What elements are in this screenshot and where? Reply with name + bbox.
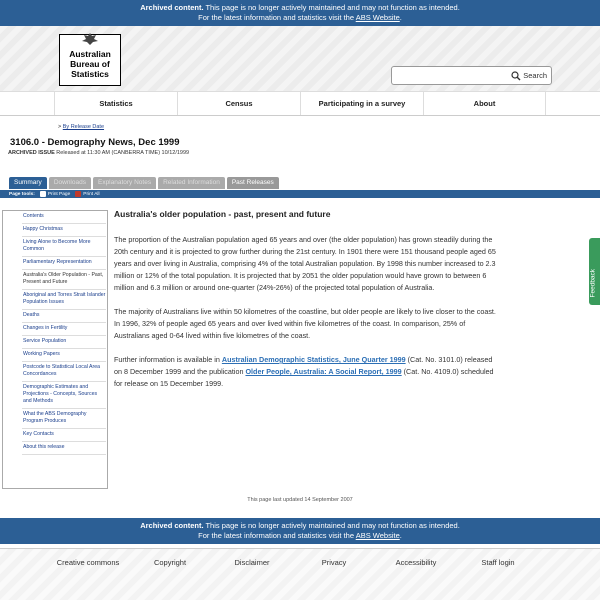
page-title: 3106.0 - Demography News, Dec 1999 [10,137,180,148]
breadcrumb-separator: > [58,124,62,130]
article-paragraph-1: The proportion of the Australian population aged 65 years and over (the older population) has grown steadily during the 20th century and it is projected to grow further during the 21st century. In 1901 there were 151 thousand people aged 65 years and over living in Australia, comprising 4% of the total Australian population. By 1998 this number increased to 2.3 million or 12% of the total population. It is projected that by 2051 the older population would have grown to between 6 million and 6.3 million or around one-quarter (24%-26%) of the projected total population of Australia. [114,235,496,292]
site-footer [0,548,600,600]
archive-line2-prefix: For the latest information and statistics visit the [198,13,356,22]
tab-related-information[interactable]: Related Information [158,177,225,189]
article-paragraph-2: The majority of Australians live within 50 kilometres of the coastline, but older people are likely to live closer to the coast. In 1996, 32% of people aged 65 years and over lived within five kilometres of the coast. In comparison, 25% of Australians aged 0-64 lived within five kilometres of the coast. [114,307,496,340]
print-all-button[interactable] [75,191,99,197]
sidebar-item-demographic-estimates[interactable]: Demographic Estimates and Projections - Concepts, Sources and Methods [22,382,106,409]
site-header [0,26,600,92]
archived-issue-label: ARCHIVED ISSUE [8,150,55,156]
page-tools-bar [0,190,600,198]
p3-text-b: (Cat. No. 3101.0) released on 8 December 1999 and the publication [114,355,493,376]
search-input[interactable] [396,69,506,82]
logo-line-2: Bureau of [70,59,110,69]
footer-copyright[interactable]: Copyright [153,558,187,567]
print-page-label: Print Page [47,191,71,197]
logo-line-3: Statistics [71,69,109,79]
footer-creative-commons[interactable]: Creative commons [56,558,120,567]
archive-banner-bottom [0,518,600,544]
nav-about[interactable]: About [423,92,546,115]
tab-bar [9,177,279,189]
sidebar-item-postcode[interactable]: Postcode to Statistical Local Area Concordances [22,362,106,382]
print-page-button[interactable] [40,191,70,197]
breadcrumb-link[interactable]: By Release Date [62,124,105,130]
sidebar-item-happy-christmas[interactable]: Happy Christmas [22,224,106,237]
footer-accessibility[interactable]: Accessibility [395,558,437,567]
link-older-people-report[interactable]: Older People, Australia: A Social Report, 1999 [245,367,402,376]
archive-bold: Archived content. [140,3,204,12]
archive-text: This page is no longer actively maintained and may not function as intended. [203,3,460,12]
feedback-tab[interactable] [589,238,600,305]
print-all-label: Print All [83,191,100,197]
search-icon [511,71,521,81]
article [114,209,499,402]
print-icon [40,191,46,197]
p3-text-a: Further information is available in [114,355,222,364]
sidebar-item-about-release[interactable]: About this release [22,442,106,455]
tab-explanatory-notes[interactable]: Explanatory Notes [93,177,156,189]
sidebar-item-aboriginal[interactable]: Aboriginal and Torres Strait Islander Population Issues [22,290,106,310]
search-box [391,66,552,85]
tab-past-releases[interactable]: Past Releases [227,177,279,189]
abs-logo[interactable] [59,34,121,86]
abs-website-link[interactable]: ABS Website [355,13,400,22]
archive-bold-bottom: Archived content. [140,521,204,530]
sidebar-item-service-population[interactable]: Service Population [22,336,106,349]
archive-text-bottom: This page is no longer actively maintained and may not function as intended. [203,521,460,530]
pdf-icon [75,191,81,197]
release-info [8,150,189,156]
article-heading: Australia's older population - past, present and future [114,209,331,219]
feedback-label: Feedback [589,268,597,298]
archive-banner-top [0,0,600,26]
sidebar-item-living-alone[interactable]: Living Alone to Become More Common [22,237,106,257]
sidebar-item-older-population: Australia's Older Population - Past, Present and Future [22,270,106,290]
nav-statistics[interactable]: Statistics [54,92,177,115]
sidebar-item-demography-program[interactable]: What the ABS Demography Program Produces [22,409,106,429]
sidebar-item-contents[interactable]: Contents [22,211,106,224]
main-nav [0,92,600,116]
tab-downloads[interactable]: Downloads [49,177,91,189]
footer-staff-login[interactable]: Staff login [481,558,515,567]
logo-text [60,49,120,79]
logo-line-1: Australian [69,49,111,59]
abs-website-link-bottom[interactable]: ABS Website [355,531,400,540]
search-button-label: Search [523,71,547,80]
contents-sidebar [2,210,108,489]
archive-line2-suffix: . [399,13,402,22]
sidebar-item-deaths[interactable]: Deaths [22,310,106,323]
footer-links [47,558,539,567]
page-tools-label: Page tools: [9,191,35,197]
breadcrumb [58,124,104,130]
footer-privacy[interactable]: Privacy [321,558,347,567]
sidebar-item-key-contacts[interactable]: Key Contacts [22,429,106,442]
release-date: Released at 11:30 AM (CANBERRA TIME) 10/12/1999 [56,150,190,156]
p3-text-c: (Cat. No. 4109.0) scheduled for release on 15 December 1999. [114,367,494,388]
sidebar-item-working-papers[interactable]: Working Papers [22,349,106,362]
nav-participating[interactable]: Participating in a survey [300,92,423,115]
sidebar-item-fertility[interactable]: Changes in Fertility [22,323,106,336]
sidebar-item-parliamentary[interactable]: Parliamentary Representation [22,257,106,270]
archive-line2-suffix-bottom: . [399,531,402,540]
archive-line2-prefix-bottom: For the latest information and statistics visit the [198,531,356,540]
link-demographic-statistics[interactable]: Australian Demographic Statistics, June Quarter 1999 [221,355,406,364]
tab-summary[interactable]: Summary [9,177,47,189]
search-button[interactable] [511,69,547,82]
nav-census[interactable]: Census [177,92,300,115]
coat-of-arms-icon [78,32,102,46]
footer-disclaimer[interactable]: Disclaimer [234,558,270,567]
article-paragraph-3 [114,354,499,390]
last-updated: This page last updated 14 September 2007 [247,497,353,503]
